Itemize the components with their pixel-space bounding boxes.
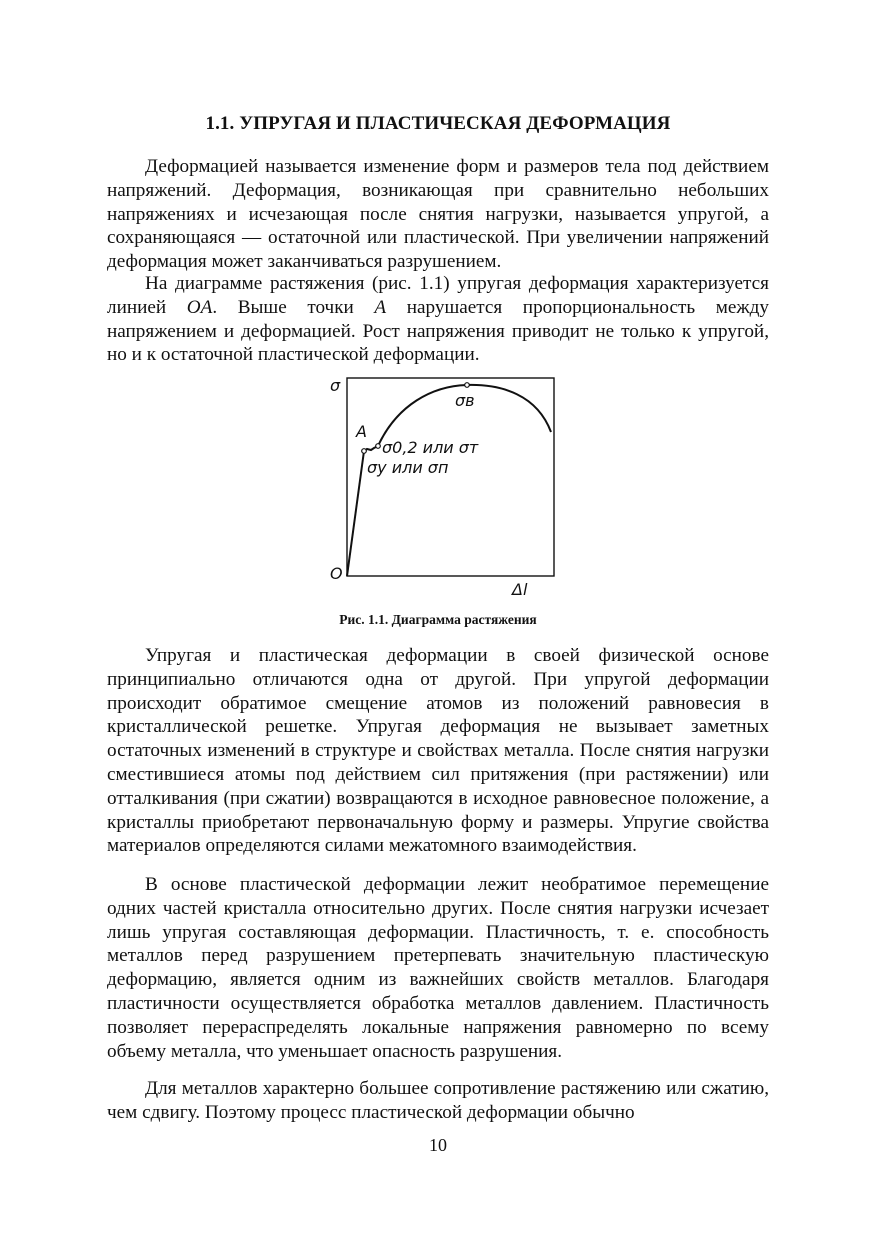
sigma-y-label: σу или σп <box>367 458 449 477</box>
origin-label: O <box>330 564 343 583</box>
point-a-term: A <box>374 296 387 318</box>
page-number: 10 <box>429 1135 447 1155</box>
diagram-frame <box>347 378 554 576</box>
elastic-line-oa <box>347 451 364 576</box>
point-sigma-b-marker <box>465 383 470 388</box>
figure-caption: Рис. 1.1. Диаграмма растяжения <box>339 612 537 627</box>
paragraph-text: На диаграмме растяжения (рис. 1.1) упругая деформация характеризуется линией <box>107 273 769 318</box>
sigma-02-label: σ0,2 или σт <box>382 438 479 457</box>
sigma-b-label: σв <box>455 391 475 410</box>
line-oa-term: OA <box>186 296 213 318</box>
paragraph-plastic-deformation: В основе пластической деформации лежит необратимое перемещение одних частей кристалла относительно других. После снятия нагрузки исчезает лишь упругая составляющая деформации. Пластичность, т. е. способность металлов перед разрушением претерпевать значительную пластическую деформацию, является одним из важнейших свойств металлов. Благодаря пластичности осуществляется обработка металлов давлением. Пластичность позволяет перераспределять локальные напряжения равномерно по всему объему металла, что уменьшает опасность разрушения. <box>107 874 769 1062</box>
paragraph-deformation-definition: Деформацией называется изменение форм и размеров тела под действием напряжений. Деформация, возникающая при сравнительно небольших напряжениях и исчезающая после снятия нагрузки, называется упругой, а сохраняющаяся — остаточной или пластической. При увеличении напряжений деформация может заканчиваться разрушением. <box>107 156 769 273</box>
tensile-diagram-svg <box>322 370 567 600</box>
paragraph-text: нарушается пропорциональность между напряжением и деформацией. Рост напряжения приводит не только к упругой, но и к остаточной пластической деформации. <box>107 296 769 366</box>
point-sigma-02-marker <box>376 444 381 449</box>
paragraph-text: . Выше точки <box>212 296 375 318</box>
y-axis-label: σ <box>330 376 341 395</box>
point-a-label: A <box>356 422 367 441</box>
paragraph-tensile-diagram <box>107 272 769 367</box>
point-a-marker <box>362 449 367 454</box>
tensile-diagram-figure <box>322 370 567 600</box>
paragraph-shear-resistance: Для металлов характерно большее сопротивление растяжению или сжатию, чем сдвигу. Поэтому процесс пластической деформации обычно <box>107 1078 769 1123</box>
paragraph-elastic-vs-plastic: Упругая и пластическая деформации в своей физической основе принципиально отличаются одна от другой. При упругой деформации происходит обратимое смещение атомов из положений равновесия в кристаллической решетке. Упругая деформация не вызывает заметных остаточных изменений в структуре и свойствах металла. После снятия нагрузки сместившиеся атомы под действием сил притяжения (при растяжении) или отталкивания (при сжатии) возвращаются в исходное равновесное положение, а кристаллы приобретают первоначальную форму и размеры. Упругие свойства материалов определяются силами межатомного взаимодействия. <box>107 645 769 857</box>
x-axis-label: Δl <box>512 580 528 599</box>
section-title: 1.1. УПРУГАЯ И ПЛАСТИЧЕСКАЯ ДЕФОРМАЦИЯ <box>205 113 671 134</box>
